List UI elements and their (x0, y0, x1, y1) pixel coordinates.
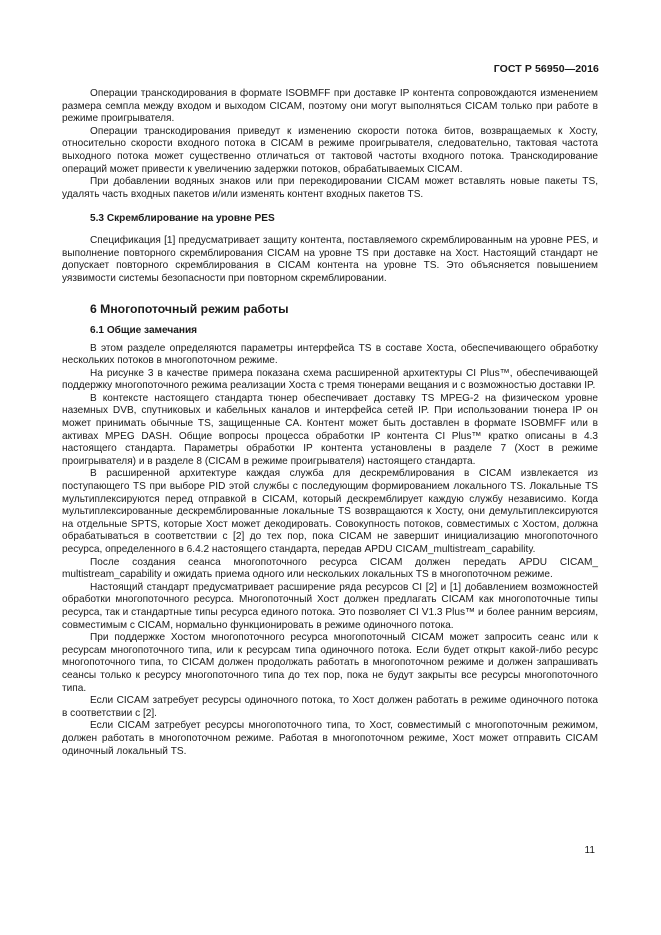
section-heading-6-1: 6.1 Общие замечания (90, 324, 198, 336)
paragraph: В расширенной архитектуре каждая служба для дескремблирования в CICAM извлекается из поступающего TS при выборе PID этой службы с последующим формированием локального TS. Локальные TS мультиплексируются перед отправкой в CICAM, который дескремблирует каждую службу независимо. Когда мультиплексированные дескремблированные локальные TS возвращаются к Хосту, они демультиплексируются на отдельные SPTS, которые Хост может декодировать. Совокупность потоков, совместимых с Хостом, должна обрабатываться в соответствии с [2] до тех пор, пока CICAM не завершит инициализацию многопоточного ресурса, определенного в 6.4.2 настоящего стандарта, передав APDU CICAM_multistream_capability. (62, 468, 598, 555)
paragraph: В контексте настоящего стандарта тюнер обеспечивает доставку TS MPEG-2 на физическом уровне наземных DVB, спутниковых и кабельных каналов и интерфейса сетей IP. При использовании тюнера IP он может принимать обычные TS, защищенные CA. Контент может быть доставлен в формате ISOBMFF или в активах MPEG DASH. Общие вопросы процесса обработки IP контента CI Plus™ кратко описаны в 4.3 настоящего стандарта. Параметры обработки IP контента установлены в разделе 7 (Хост в режиме проигрывателя) и в разделе 8 (CICAM в режиме проигрывателя) настоящего стандарта. (62, 392, 598, 467)
paragraph: Спецификация [1] предусматривает защиту контента, поставляемого скремблированным на уровне PES, и выполнение повторного скремблирования CICAM на уровне TS при доставке на Хост. Настоящий стандарт не допускает повторного скремблирования в CICAM контента на уровне TS. Это объясняется повышением уязвимости системы безопасности при повторном скремблировании. (62, 234, 598, 284)
section-heading-6: 6 Многопоточный режим работы (90, 302, 289, 317)
page-number: 11 (584, 845, 595, 856)
paragraph: После создания сеанса многопоточного ресурса CICAM должен передать APDU CICAM_ multistream_capability и ожидать приема одного или нескольких локальных TS в многопоточном режиме. (62, 556, 598, 581)
page-body (62, 88, 598, 758)
paragraph: При поддержке Хостом многопоточного ресурса многопоточный CICAM может запросить сеанс или к ресурсам многопоточного типа, или к ресурсам типа одиночного потока. Если будет открыт какой-либо ресурс многопоточного типа, то CICAM должен продолжать работать в многопоточном режиме и должен запрашивать сеансы только к ресурсу многопоточного типа до тех пор, пока не будут закрыты все ресурсы многопоточного типа. (62, 632, 598, 694)
paragraph: Операции транскодирования приведут к изменению скорости потока битов, возвращаемых к Хосту, относительно скорости входного потока в CICAM в режиме проигрывателя, следовательно, тактовая частота выходного потока может существенно отличаться от тактовой частоты входного потока. Транскодирование операций может привести к увеличению задержки потоков, обрабатываемых CICAM. (62, 125, 598, 175)
paragraph: Операции транскодирования в формате ISOBMFF при доставке IP контента сопровождаются изменением размера семпла между входом и выходом CICAM, поэтому они могут выполняться CICAM только при работе в режиме проигрывателя. (62, 88, 598, 125)
paragraph: Если CICAM затребует ресурсы многопоточного типа, то Хост, совместимый с многопоточным режимом, должен работать в многопоточном режиме. Работая в многопоточном режиме, Хост может отправить CICAM одиночный локальный TS. (62, 720, 598, 757)
standard-header: ГОСТ Р 56950—2016 (493, 63, 599, 75)
paragraph: Если CICAM затребует ресурсы одиночного потока, то Хост должен работать в режиме одиночного потока в соответствии с [2]. (62, 695, 598, 719)
paragraph: Настоящий стандарт предусматривает расширение ряда ресурсов CI [2] и [1] добавлением возможностей обработки многопоточного ресурса. Многопоточный Хост должен предлагать CICAM как многопоточные типы ресурса, так и стандартные типы ресурса единого потока. Это позволяет CI V1.3 Plus™ и более ранним версиям, совместимым с CICAM, нормально функционировать в режиме одиночного потока. (62, 581, 598, 631)
paragraph: В этом разделе определяются параметры интерфейса TS в составе Хоста, обеспечивающего обработку нескольких потоков в многопоточном режиме. (62, 342, 598, 367)
section-heading-5-3: 5.3 Скремблирование на уровне PES (90, 213, 275, 225)
paragraph: При добавлении водяных знаков или при перекодировании CICAM может вставлять новые пакеты TS, удалять часть входных пакетов и/или изменять контент входных пакетов TS. (62, 176, 598, 200)
paragraph: На рисунке 3 в качестве примера показана схема расширенной архитектуры CI Plus™, обеспечивающей поддержку многопоточного режима реализации Хоста с тремя тюнерами вещания и с возможностью доставки IP. (62, 367, 598, 392)
